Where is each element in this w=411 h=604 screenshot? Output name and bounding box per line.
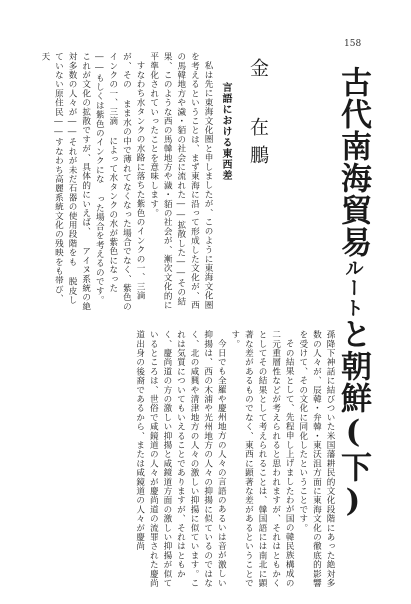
body-lower-block <box>134 330 336 592</box>
body-paragraph: すなわち水タンクの水路に落ちた紫色のインクの一、三滴が、その まま水の中で薄れてなくなった場合でなく、紫色のインクの一、三滴 によって水タンクの水が紫色になった――もしくは紫色のインクにな った場合を考えるのです。これが文化の拡散ですが、具体的にいえば、 アイヌ系統の絶対多数の人々が――それが未だ石器の使用段階をも 脱皮していない原住民――すなわち高麗系統文化の残映をも帯び、天 <box>39 52 146 311</box>
page-number: 158 <box>344 39 362 49</box>
body-paragraph: 今日でも全羅や慶州地方の人々の言語のあるいは音が激しい抑揚は、西の木浦や光州地方の人々の抑揚に似ているのではなく、北の咸興や清津地方の人々の激しい抑揚に似ています。これは気質についてもいえることでありますが、それはともかく、慶尚道の方の激しい抑揚と咸鏡道方面の激しい抑揚が似ているところは、世俗で咸鏡道の人々が慶尚道の流罪された慶尚道出身の後裔であるから、または咸鏡道の人々が慶尚 <box>134 330 227 588</box>
body-paragraph: その結果として、先程申し上げましたわが国の韓民族構成の二元重層性などが考えられると思われますが、それはともかくとしてその結果として考えられることは、韓国語には南北に顕著な差があるものでなく、東西に顕著な差があるということです。 <box>229 330 295 588</box>
body-paragraph: 孫降下神話に結びついた米国藩耕民的文化段階にあった絶対多数の人々が、辰韓・弁韓・東沃沮方面に東海文化の徹底的影響を受けて、その文化に同化したということです。 <box>297 330 335 588</box>
article-title <box>336 66 369 520</box>
title-main: 古代南海貿易 <box>335 66 371 258</box>
title-small: ルート <box>342 258 364 318</box>
author-name: 金 在鵬 <box>247 58 269 173</box>
title-end: と朝鮮 <box>335 318 371 414</box>
title-part: (下) <box>335 414 371 520</box>
section-heading: 言語における東西差 <box>220 82 231 181</box>
body-paragraph: 私は先に東海文化圏と申しましたが、このように東海文化圏を考えるということは、まず東海に沿って形成した文化が、西の馬韓地方や濊・貊の社会に流れた――拡散した――その結果、このような西の馬韓地方や濊・貊の社会が、漸次文化的に平準化されていったことを意味します。 <box>148 52 213 310</box>
